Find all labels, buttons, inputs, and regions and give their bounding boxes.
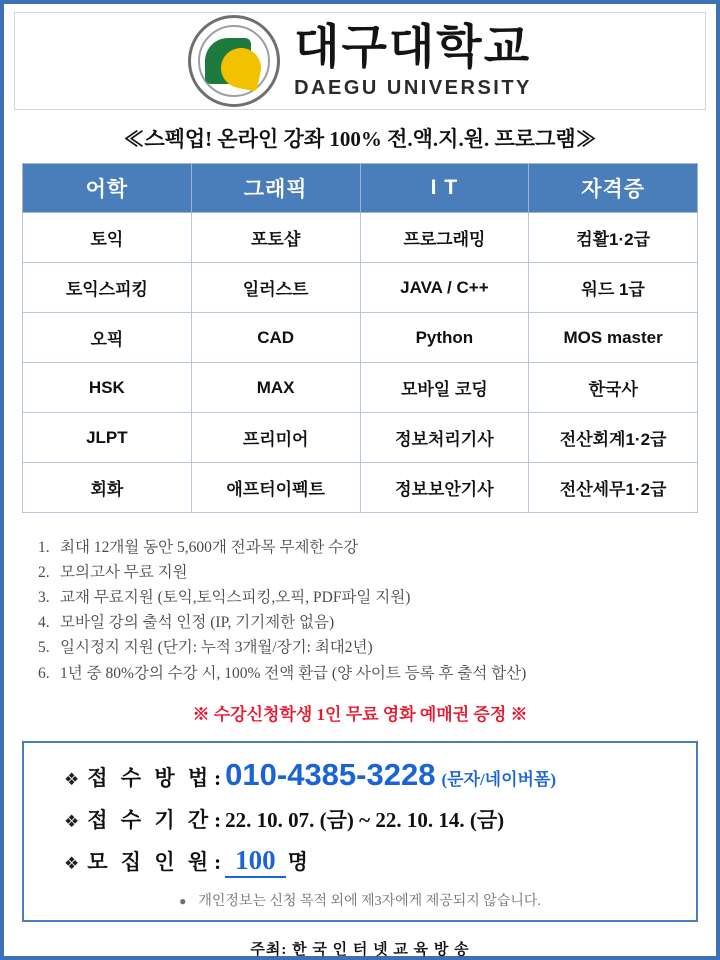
- header-logo-band: [14, 12, 706, 110]
- table-row: [23, 263, 698, 313]
- table-header-cell: 그래픽: [191, 164, 360, 213]
- table-cell: 회화: [23, 463, 192, 513]
- list-item: [38, 560, 688, 585]
- course-table: [22, 163, 698, 513]
- application-period-label: 접 수 기 간: [87, 807, 213, 832]
- table-cell: 한국사: [529, 363, 698, 413]
- list-item-number: 4.: [38, 614, 50, 632]
- list-item: [38, 661, 688, 686]
- table-cell: 전산회계1·2급: [529, 413, 698, 463]
- table-cell: 프로그래밍: [360, 213, 529, 263]
- benefit-notes-list: [38, 535, 688, 686]
- table-cell: Python: [360, 313, 529, 363]
- table-cell: 포토샵: [191, 213, 360, 263]
- university-name-ko: 대구대학교: [294, 21, 532, 74]
- table-cell: 오픽: [23, 313, 192, 363]
- table-cell: 프리미어: [191, 413, 360, 463]
- list-item-number: 1.: [38, 539, 50, 556]
- list-item-number: 2.: [38, 564, 50, 582]
- list-item-text: 최대 12개월 동안 5,600개 전과목 무제한 수강: [60, 539, 359, 556]
- application-info-box: [22, 741, 698, 922]
- capacity-row: [64, 845, 686, 878]
- contact-phone-number[interactable]: 010-4385-3228: [225, 756, 436, 792]
- application-period-row: [64, 804, 686, 834]
- table-header-row: [23, 164, 698, 213]
- colon-separator: :: [214, 765, 222, 790]
- list-item: [38, 610, 688, 635]
- table-row: [23, 213, 698, 263]
- table-cell: 일러스트: [191, 263, 360, 313]
- privacy-note: [34, 890, 686, 910]
- list-item-number: 6.: [38, 664, 50, 682]
- table-row: [23, 313, 698, 363]
- list-item-text: 모의고사 무료 지원: [60, 564, 188, 582]
- application-method-label: 접 수 방 법: [87, 765, 213, 790]
- table-header-cell: 어학: [23, 164, 192, 213]
- university-wordmark: [294, 21, 532, 99]
- application-period-value: 22. 10. 07. (금) ~ 22. 10. 14. (금): [225, 807, 505, 832]
- table-cell: JAVA / C++: [360, 263, 529, 313]
- table-header-cell: 자격증: [529, 164, 698, 213]
- list-item: [38, 635, 688, 660]
- diamond-bullet-icon: ❖: [64, 769, 80, 789]
- list-item-number: 5.: [38, 639, 50, 657]
- diamond-bullet-icon: ❖: [64, 853, 80, 873]
- table-cell: MAX: [191, 363, 360, 413]
- table-row: [23, 363, 698, 413]
- promotion-note: ※ 수강신청학생 1인 무료 영화 예매권 증정 ※: [192, 704, 528, 724]
- table-cell: 모바일 코딩: [360, 363, 529, 413]
- table-cell: 토익: [23, 213, 192, 263]
- capacity-label: 모 집 인 원: [87, 849, 213, 874]
- table-cell: JLPT: [23, 413, 192, 463]
- list-item-number: 3.: [38, 589, 50, 607]
- capacity-count: 100: [225, 845, 286, 878]
- university-name-en: DAEGU UNIVERSITY: [294, 76, 532, 99]
- table-cell: 정보보안기사: [360, 463, 529, 513]
- table-cell: 워드 1급: [529, 263, 698, 313]
- table-cell: 전산세무1·2급: [529, 463, 698, 513]
- privacy-note-text: 개인정보는 신청 목적 외에 제3자에게 제공되지 않습니다.: [198, 893, 541, 909]
- dot-bullet-icon: ●: [179, 893, 187, 908]
- university-emblem-icon: [188, 15, 280, 107]
- capacity-unit: 명: [287, 849, 308, 874]
- table-row: [23, 413, 698, 463]
- table-cell: MOS master: [529, 313, 698, 363]
- colon-separator: :: [214, 849, 222, 874]
- list-item: [38, 535, 688, 560]
- table-cell: 정보처리기사: [360, 413, 529, 463]
- table-cell: 컴활1·2급: [529, 213, 698, 263]
- list-item-text: 1년 중 80%강의 수강 시, 100% 전액 환급 (양 사이트 등록 후 출석 합산): [60, 664, 527, 682]
- table-header-cell: I T: [360, 164, 529, 213]
- list-item-text: 교재 무료지원 (토익,토익스피킹,오픽, PDF파일 지원): [60, 589, 411, 607]
- contact-method-note: (문자/네이버폼): [441, 769, 557, 789]
- table-row: [23, 463, 698, 513]
- table-cell: CAD: [191, 313, 360, 363]
- colon-separator: :: [214, 807, 222, 832]
- page-title: ≪스펙업! 온라인 강좌 100% 전.액.지.원. 프로그램≫: [123, 127, 597, 151]
- organizer-footer: 주최: 한 국 인 터 넷 교 육 방 송: [250, 941, 470, 958]
- list-item-text: 모바일 강의 출석 인정 (IP, 기기제한 없음): [60, 614, 335, 632]
- list-item-text: 일시정지 지원 (단기: 누적 3개월/장기: 최대2년): [60, 639, 373, 657]
- course-table-container: [22, 163, 698, 513]
- application-method-row: [64, 757, 686, 793]
- list-item: [38, 585, 688, 610]
- table-cell: HSK: [23, 363, 192, 413]
- table-cell: 토익스피킹: [23, 263, 192, 313]
- table-cell: 애프터이펙트: [191, 463, 360, 513]
- diamond-bullet-icon: ❖: [64, 811, 80, 831]
